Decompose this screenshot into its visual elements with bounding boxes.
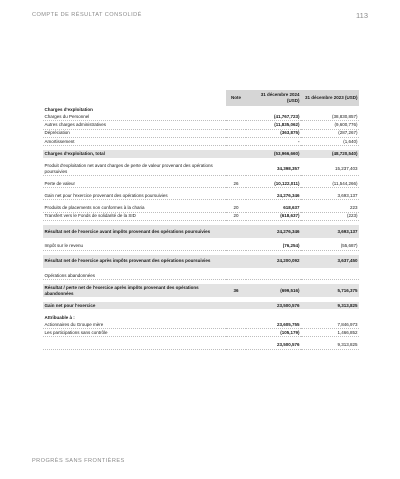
row-label: Autres charges administratives [43, 121, 226, 129]
row-value-2023: 3,693,137 [301, 192, 359, 200]
row-value-2024: 23,500,576 [246, 302, 301, 310]
row-note [226, 302, 246, 310]
table-row [43, 329, 359, 337]
row-value-2023: 7,846,973 [301, 321, 359, 329]
row-value-2023: 5,716,375 [301, 284, 359, 297]
row-value-2024: (53,966,660) [246, 150, 301, 158]
income-statement-table-wrap [43, 90, 359, 350]
row-note [226, 113, 246, 121]
row-label: Perte de valeur [43, 180, 226, 188]
row-note [226, 329, 246, 337]
row-value-2024: (11,835,062) [246, 121, 301, 129]
table-row [43, 255, 359, 268]
row-value-2024 [246, 314, 301, 321]
row-label: Résultat net de l'exercice après impôts provenant des opérations poursuivies [43, 255, 226, 268]
row-label: Charges du Personnel [43, 113, 226, 121]
page-number: 113 [356, 11, 368, 20]
row-note [226, 162, 246, 175]
row-label: Dépréciation [43, 129, 226, 137]
row-note: 26 [226, 180, 246, 188]
column-header-note: Note [226, 90, 246, 106]
table-row [43, 137, 359, 145]
row-value-2024: (76,254) [246, 242, 301, 250]
row-value-2023: 3,693,137 [301, 225, 359, 238]
row-value-2024: 24,276,346 [246, 192, 301, 200]
table-row [43, 180, 359, 188]
row-label: Produit d'exploitation net avant charges de perte de valeur provenant des opérations poursuivies [43, 162, 226, 175]
row-value-2023: (223) [301, 212, 359, 220]
row-value-2023: (55,687) [301, 242, 359, 250]
row-value-2024 [246, 106, 301, 113]
row-value-2024 [246, 272, 301, 280]
table-row [43, 121, 359, 129]
row-note: 36 [226, 284, 246, 297]
row-label: Gain net pour l'exercice [43, 302, 226, 310]
row-value-2023: 9,313,825 [301, 341, 359, 349]
row-note [226, 106, 246, 113]
row-label: Résultat / perte net de l'exercice après impôts provenant des opérations abandonnées [43, 284, 226, 297]
table-row [43, 272, 359, 280]
table-row [43, 314, 359, 321]
row-label: Transfert vers le Fonds de solidarité de la SID [43, 212, 226, 220]
column-header-2023: 31 décembre 2023 (USD) [301, 90, 359, 106]
table-row [43, 341, 359, 349]
table-row [43, 242, 359, 250]
row-value-2023 [301, 314, 359, 321]
table-row [43, 284, 359, 297]
row-value-2023: (9,600,776) [301, 121, 359, 129]
row-value-2023 [301, 272, 359, 280]
row-value-2024: (41,767,723) [246, 113, 301, 121]
row-value-2023: 15,237,403 [301, 162, 359, 175]
row-value-2024: 24,200,092 [246, 255, 301, 268]
row-value-2024: (618,637) [246, 212, 301, 220]
row-note [226, 314, 246, 321]
table-row [43, 192, 359, 200]
table-header-row [43, 90, 359, 106]
row-note [226, 192, 246, 200]
row-value-2023: (287,267) [301, 129, 359, 137]
row-value-2024: 23,605,755 [246, 321, 301, 329]
row-note [226, 321, 246, 329]
page-header [32, 12, 368, 24]
table-row [43, 321, 359, 329]
income-statement-table [43, 90, 359, 350]
row-label: Résultat net de l'exercice avant impôts provenant des opérations poursuivies [43, 225, 226, 238]
row-label: Attribuable à : [44, 314, 75, 320]
row-label: Gain net pour l'exercice provenant des opérations poursuivies [43, 192, 226, 200]
row-label: Impôt sur le revenu [43, 242, 226, 250]
table-body [43, 106, 359, 349]
row-value-2024: - [246, 137, 301, 145]
page-footer: PROGRÈS SANS FRONTIÈRES [32, 458, 125, 464]
row-value-2024: (363,875) [246, 129, 301, 137]
row-value-2024: 618,637 [246, 204, 301, 212]
row-note [226, 225, 246, 238]
row-label: Charges d'exploitation, total [43, 150, 226, 158]
column-header-label [43, 90, 226, 106]
row-label: Opérations abandonnées [43, 272, 226, 280]
row-value-2024: 24,276,346 [246, 225, 301, 238]
row-note [226, 242, 246, 250]
column-header-2024: 31 décembre 2024 (USD) [246, 90, 301, 106]
table-row [43, 113, 359, 121]
row-note [226, 255, 246, 268]
row-value-2024: 23,500,576 [246, 341, 301, 349]
row-value-2024: (699,516) [246, 284, 301, 297]
page-title: COMPTE DE RÉSULTAT CONSOLIDÉ [32, 12, 142, 18]
row-value-2023: (48,720,540) [301, 150, 359, 158]
row-value-2023 [301, 106, 359, 113]
row-note [226, 150, 246, 158]
row-value-2023: 223 [301, 204, 359, 212]
row-note [226, 129, 246, 137]
row-value-2024: (10,122,011) [246, 180, 301, 188]
table-row [43, 212, 359, 220]
table-row [43, 162, 359, 175]
row-note [226, 137, 246, 145]
table-row [43, 204, 359, 212]
row-note [226, 272, 246, 280]
table-row [43, 225, 359, 238]
row-note [226, 121, 246, 129]
row-label: Amortissement [43, 137, 226, 145]
row-value-2023: 1,466,852 [301, 329, 359, 337]
row-value-2023: (38,830,857) [301, 113, 359, 121]
row-label: Charges d'exploitation [44, 106, 93, 112]
row-note: 20 [226, 212, 246, 220]
row-label: Actionnaires du Groupe mère [43, 321, 226, 329]
row-note [226, 341, 246, 349]
row-label: Produits de placements non conformes à la charia [43, 204, 226, 212]
table-row [43, 129, 359, 137]
row-value-2023: 3,637,450 [301, 255, 359, 268]
row-value-2024: (105,179) [246, 329, 301, 337]
row-label: Les participations sans contrôle [43, 329, 226, 337]
row-value-2023: (11,544,266) [301, 180, 359, 188]
table-row [43, 150, 359, 158]
table-row [43, 302, 359, 310]
row-value-2023: 9,313,825 [301, 302, 359, 310]
row-value-2024: 34,398,357 [246, 162, 301, 175]
row-label [43, 341, 226, 349]
row-note: 20 [226, 204, 246, 212]
table-row [43, 106, 359, 113]
row-value-2023: (1,640) [301, 137, 359, 145]
